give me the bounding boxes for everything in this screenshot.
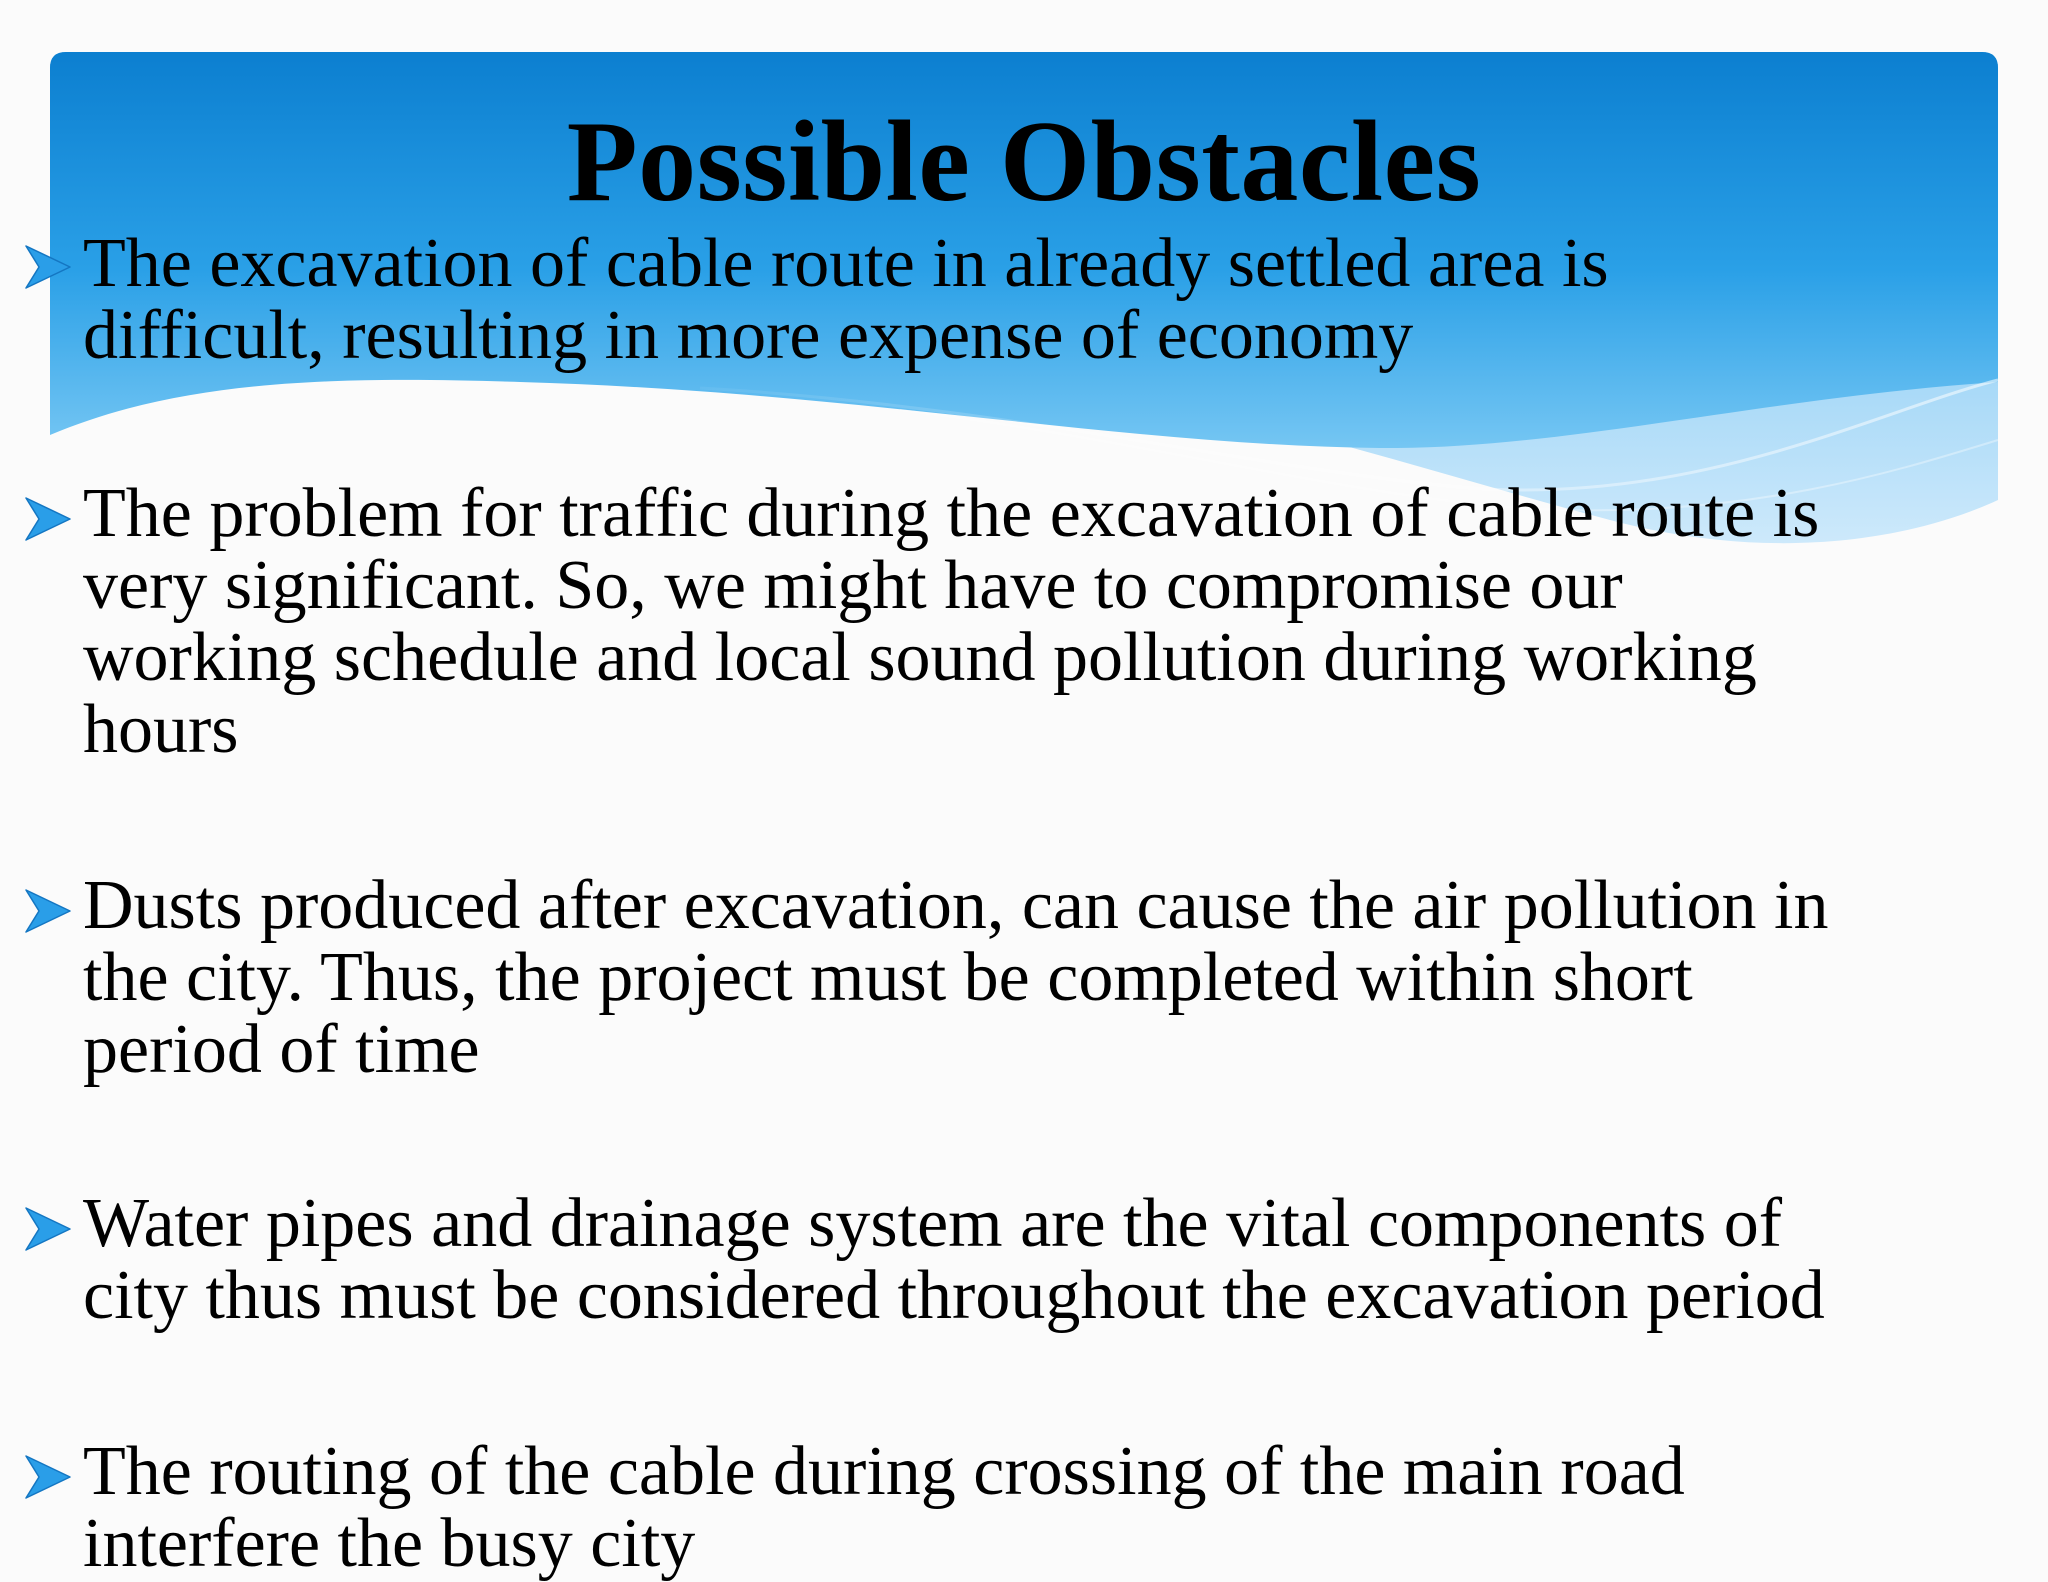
arrowhead-bullet-icon bbox=[24, 243, 72, 291]
bullet-text: Water pipes and drainage system are the vital components of city thus must be considered throughout the excavation period bbox=[83, 1185, 1825, 1334]
bullet-text: The problem for traffic during the excavation of cable route is very significant. So, we might have to compromise our working schedule and local sound pollution during working hours bbox=[83, 475, 1820, 768]
arrowhead-bullet-icon bbox=[24, 1205, 72, 1253]
bullet-text: Dusts produced after excavation, can cause the air pollution in the city. Thus, the project must be completed within short period of time bbox=[83, 867, 1829, 1088]
arrowhead-bullet-icon bbox=[24, 887, 72, 935]
arrowhead-bullet-icon bbox=[24, 1453, 72, 1501]
bullet-text: The excavation of cable route in already settled area is difficult, resulting in more expense of economy bbox=[83, 225, 1609, 374]
bullet-text: The routing of the cable during crossing of the main road interfere the busy city bbox=[83, 1433, 1685, 1582]
arrowhead-bullet-icon bbox=[24, 495, 72, 543]
slide-title: Possible Obstacles bbox=[566, 98, 1482, 226]
